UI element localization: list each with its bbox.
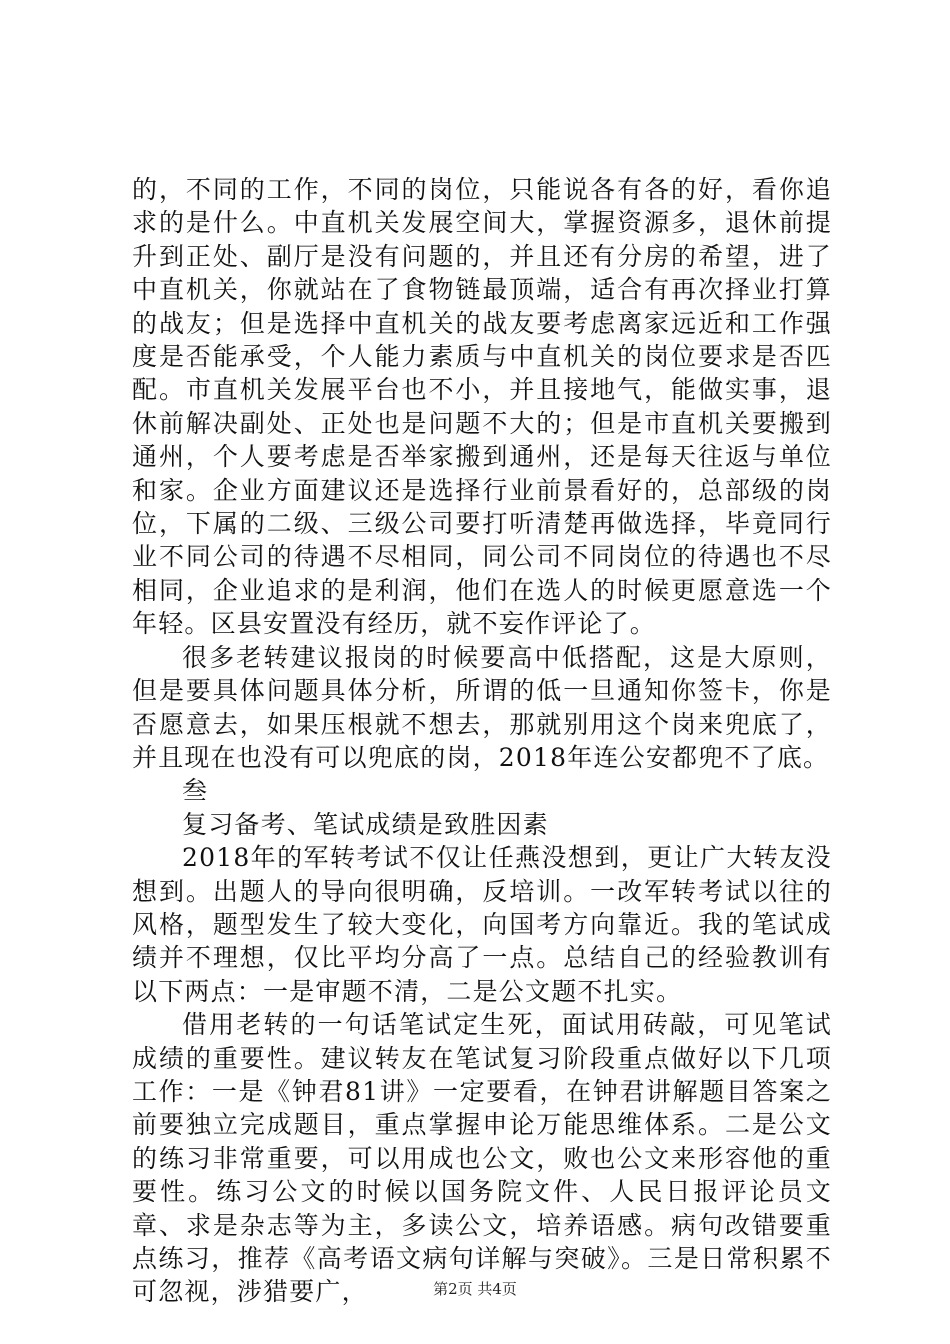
- section-number: 叁: [182, 776, 209, 806]
- paragraph-position-selection: 很多老转建议报岗的时候要高中低搭配，这是大原则，但是要具体问题具体分析，所谓的低一旦通知你签卡，你是否愿意去，如果压根就不想去，那就别用这个岗来兜底了，并且现在也没有可以兜底的岗，2018年连公安都兜不了底。: [132, 642, 832, 772]
- paragraph-exam-2018: 2018年的军转考试不仅让任燕没想到，更让广大转友没想到。出题人的导向很明确，反培训。一改军转考试以往的风格，题型发生了较大变化，向国考方向靠近。我的笔试成绩并不理想，仅比平均分高了一点。总结自己的经验教训有以下两点：一是审题不清，二是公文题不扎实。: [132, 843, 832, 1006]
- paragraph-continued: 的，不同的工作，不同的岗位，只能说各有各的好，看你追求的是什么。中直机关发展空间大，掌握资源多，退休前提升到正处、副厅是没有问题的，并且还有分房的希望，进了中直机关，你就站在了食物链最顶端，适合有再次择业打算的战友；但是选择中直机关的战友要考虑离家远近和工作强度是否能承受，个人能力素质与中直机关的岗位要求是否匹配。市直机关发展平台也不小，并且接地气，能做实事，退休前解决副处、正处也是问题不大的；但是市直机关要搬到通州，个人要考虑是否举家搬到通州，还是每天往返与单位和家。企业方面建议还是选择行业前景看好的，总部级的岗位，下属的二级、三级公司要打听清楚再做选择，毕竟同行业不同公司的待遇不尽相同，同公司不同岗位的待遇也不尽相同，企业追求的是利润，他们在选人的时候更愿意选一个年轻。区县安置没有经历，就不妄作评论了。: [132, 175, 832, 639]
- paragraph-exam-advice: 借用老转的一句话笔试定生死，面试用砖敲，可见笔试成绩的重要性。建议转友在笔试复习阶段重点做好以下几项工作：一是《钟君81讲》一定要看，在钟君讲解题目答案之前要独立完成题目，重点掌握申论万能思维体系。二是公文的练习非常重要，可以用成也公文，败也公文来形容他的重要性。练习公文的时候以国务院文件、人民日报评论员文章、求是杂志等为主，多读公文，培养语感。病句改错要重点练习，推荐《高考语文病句详解与突破》。三是日常积累不可忽视，涉猎要广，: [132, 1010, 832, 1307]
- document-body: [132, 173, 832, 1309]
- page-footer: 第2页 共4页: [433, 1280, 517, 1298]
- section-title: 复习备考、笔试成绩是致胜因素: [182, 809, 549, 839]
